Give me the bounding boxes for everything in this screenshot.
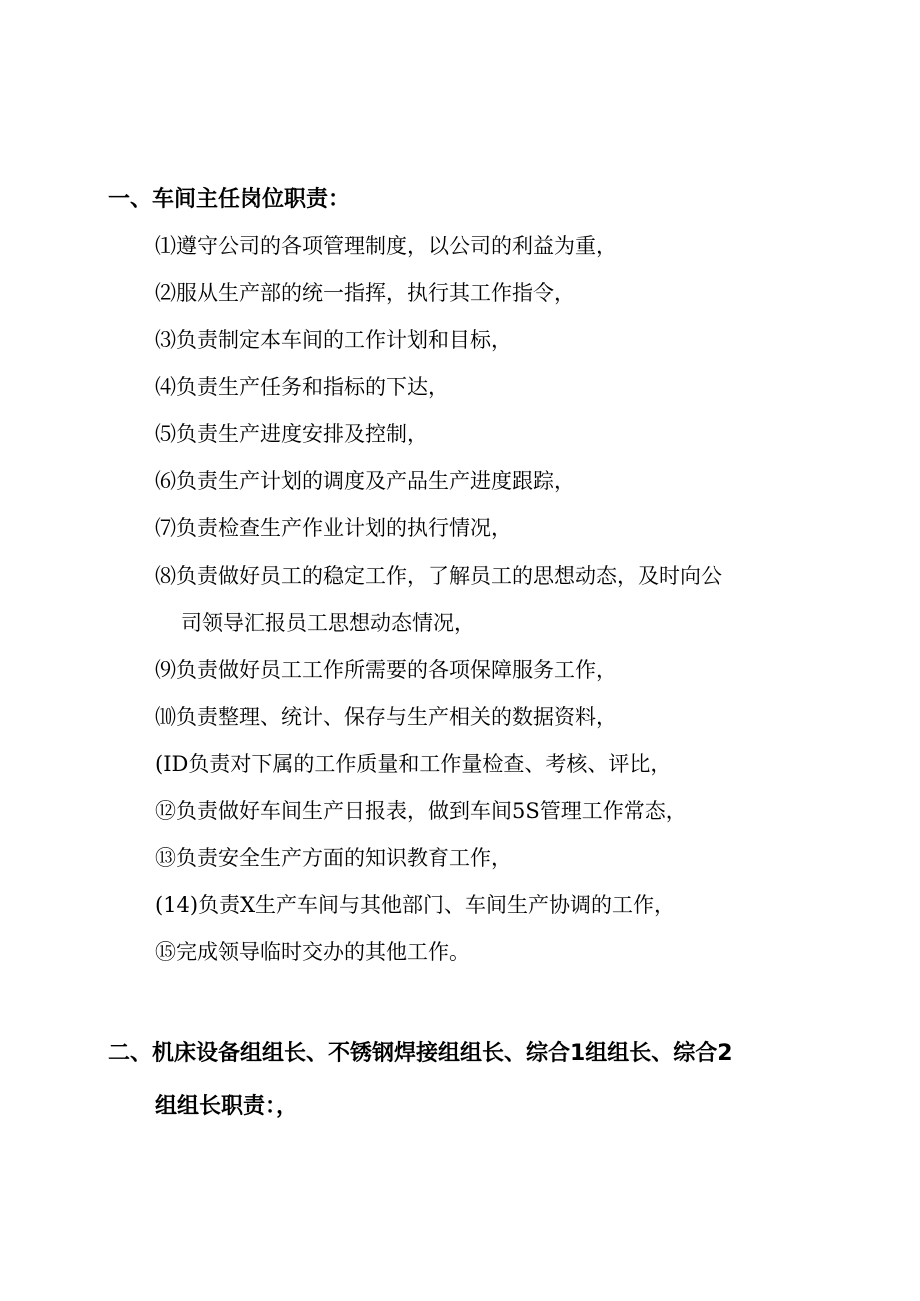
duty-item-3: ⑶负责制定本车间的工作计划和目标， <box>155 328 512 352</box>
duty-item-2: ⑵服从生产部的统一指挥，执行其工作指令， <box>155 281 575 305</box>
duty-item-15: ⑮完成领导临时交办的其他工作。 <box>155 940 470 964</box>
duty-item-9: ⑼负责做好员工工作所需要的各项保障服务工作， <box>155 658 617 682</box>
duty-item-12: ⑫负责做好车间生产日报表，做到车间5S管理工作常态， <box>155 799 687 823</box>
duty-item-5: ⑸负责生产进度安排及控制， <box>155 422 428 446</box>
duty-item-14: (14)负责X生产车间与其他部门、车间生产协调的工作， <box>155 893 676 917</box>
section2-heading: 二、机床设备组组长、不锈钢焊接组组长、综合1组组长、综合2 <box>108 1041 733 1066</box>
section1-heading: 一、车间主任岗位职责： <box>108 187 351 212</box>
duty-item-7: ⑺负责检查生产作业计划的执行情况， <box>155 516 512 540</box>
duty-item-11: (ID负责对下属的工作质量和工作量检查、考核、评比， <box>155 752 672 776</box>
duty-item-8: ⑻负责做好员工的稳定工作，了解员工的思想动态，及时向公 <box>155 564 722 588</box>
duty-item-1: ⑴遵守公司的各项管理制度，以公司的利益为重， <box>155 234 617 258</box>
duty-item-10: ⑽负责整理、统计、保存与生产相关的数据资料， <box>155 705 617 729</box>
section2-heading-continued: 组组长职责：， <box>155 1094 299 1119</box>
duty-item-13: ⑬负责安全生产方面的知识教育工作， <box>155 846 512 870</box>
duty-item-8-continued: 司领导汇报员工思想动态情况， <box>181 611 475 635</box>
duty-item-4: ⑷负责生产任务和指标的下达， <box>155 375 449 399</box>
duty-item-6: ⑹负责生产计划的调度及产品生产进度跟踪， <box>155 469 575 493</box>
